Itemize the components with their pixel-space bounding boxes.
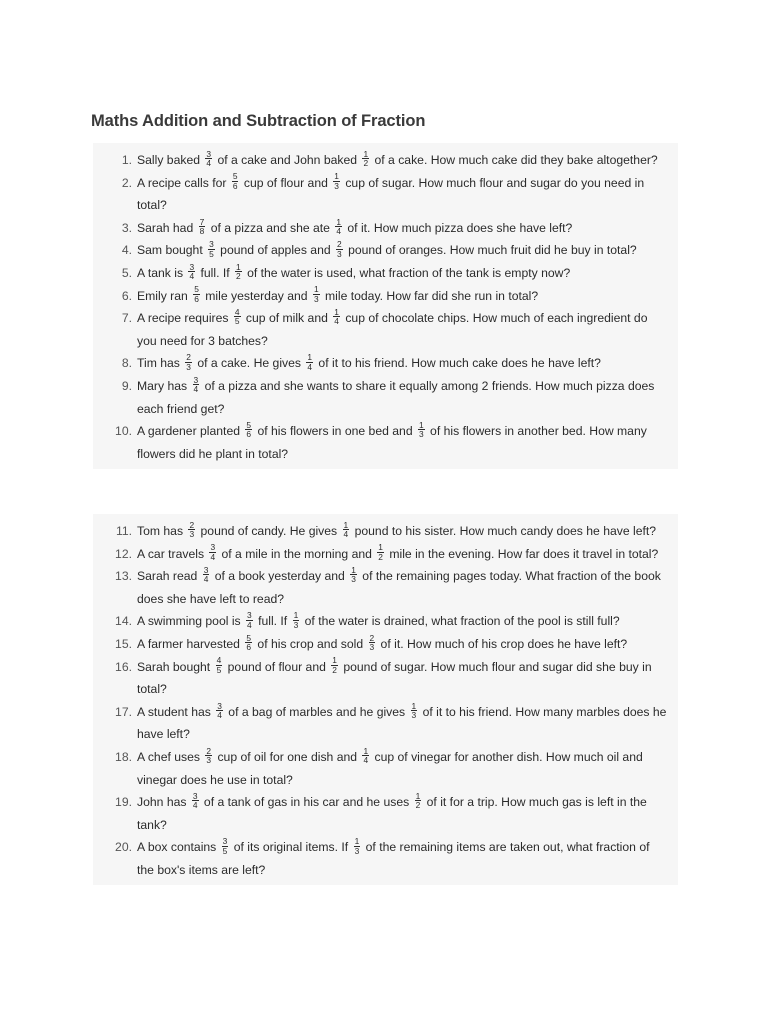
question-item (93, 565, 678, 610)
fraction-denominator: 4 (203, 574, 209, 585)
fraction (293, 611, 300, 629)
question-text-segment: of a pizza and she ate (207, 220, 334, 235)
fraction (333, 172, 340, 190)
fraction-numerator: 2 (186, 352, 191, 363)
question-item (93, 520, 678, 543)
fraction (415, 792, 422, 810)
question-text-segment: cup of sugar. How much flour and sugar do you need in (341, 175, 645, 190)
question-line (137, 520, 672, 543)
question-number: 10. (115, 424, 132, 439)
fraction-numerator: 3 (210, 542, 216, 553)
question-text-segment: of a pizza and she wants to share it equally among 2 friends. How much pizza does (201, 378, 655, 393)
question-text-segment: of a cake. How much cake did they bake altogether? (371, 153, 658, 167)
fraction-numerator: 7 (199, 216, 205, 227)
question-line (137, 375, 672, 398)
question-number: 7. (121, 311, 132, 326)
question-text (137, 262, 678, 285)
question-number: 14. (115, 614, 132, 629)
fraction-denominator: 5 (209, 248, 214, 259)
fraction (245, 421, 252, 439)
question-text (137, 565, 678, 610)
fraction-denominator: 6 (246, 429, 252, 440)
fraction-numerator: 5 (246, 420, 252, 430)
question-item (93, 633, 678, 656)
question-text (137, 791, 678, 836)
fraction (193, 285, 200, 303)
question-text (137, 149, 678, 172)
question-item (93, 172, 678, 217)
fraction-numerator: 3 (206, 148, 212, 159)
question-text-segment: mile in the evening. How far does it travel in total? (385, 546, 659, 561)
fraction-numerator: 1 (378, 542, 383, 553)
question-text-segment: flowers did he plant in total? (137, 446, 289, 461)
question-text-segment: pound of oranges. How much fruit did he buy in total? (344, 243, 637, 258)
question-text-segment: you need for 3 batches? (137, 333, 268, 348)
question-item (93, 239, 678, 262)
fraction (336, 240, 343, 258)
question-item (93, 375, 678, 420)
question-item (93, 352, 678, 375)
fraction-denominator: 6 (232, 180, 238, 191)
fraction (306, 353, 313, 371)
question-text-segment: of a tank of gas in his car and he uses (200, 795, 413, 810)
question-text-segment: Tim has (137, 356, 184, 371)
question-line (137, 656, 672, 679)
question-number: 18. (115, 749, 132, 764)
question-block-1 (93, 143, 678, 469)
question-line (137, 814, 672, 837)
fraction-denominator: 2 (363, 158, 369, 169)
fraction (235, 263, 242, 281)
question-line (137, 194, 672, 217)
question-text-segment: full. If (197, 265, 234, 280)
question-text-segment: of the remaining items are taken out, what fraction of (362, 840, 650, 855)
question-text-segment: A chef uses (137, 749, 204, 764)
fraction-numerator: 2 (189, 519, 195, 530)
question-text-segment: pound of candy. He gives (197, 524, 341, 538)
fraction-numerator: 1 (363, 745, 369, 756)
question-line (137, 746, 672, 769)
fraction-numerator: 1 (293, 610, 299, 621)
question-text-segment: of it. How much pizza does she have left? (344, 220, 573, 235)
fraction-denominator: 4 (206, 158, 212, 169)
fraction-denominator: 3 (411, 710, 417, 721)
question-text-segment: of the remaining pages today. What fraction of the book (358, 569, 661, 584)
question-number: 17. (115, 704, 132, 719)
question-line (137, 588, 672, 611)
fraction-denominator: 6 (246, 642, 252, 653)
question-item (93, 149, 678, 172)
question-line (137, 836, 672, 859)
question-text-segment: Tom has (137, 524, 187, 538)
question-text-segment: A tank is (137, 265, 187, 280)
fraction-numerator: 3 (247, 610, 252, 621)
question-text-segment: of a cake. He gives (193, 356, 305, 371)
fraction-numerator: 1 (419, 420, 424, 430)
question-text-segment: Sarah bought (137, 659, 214, 674)
fraction (335, 218, 342, 236)
fraction-denominator: 2 (378, 551, 383, 562)
question-text-segment: cup of vinegar for another dish. How much oil and (371, 749, 643, 764)
question-line (137, 398, 672, 421)
question-text-segment: of a cake and John baked (214, 153, 361, 167)
fraction-denominator: 4 (336, 226, 342, 237)
question-text-segment: of a mile in the morning and (218, 546, 376, 561)
question-text (137, 746, 678, 791)
question-item (93, 656, 678, 701)
fraction-numerator: 3 (217, 700, 222, 711)
fraction-denominator: 3 (293, 619, 299, 630)
fraction-numerator: 1 (307, 352, 313, 363)
fraction-numerator: 5 (232, 171, 238, 182)
fraction-denominator: 6 (194, 293, 199, 304)
fraction-denominator: 4 (192, 800, 198, 811)
fraction (193, 376, 200, 394)
question-line (137, 610, 672, 633)
question-text-segment: pound to his sister. How much candy does he have left? (351, 524, 657, 538)
question-text-segment: A car travels (137, 546, 208, 561)
fraction (208, 240, 215, 258)
fraction-denominator: 3 (369, 642, 375, 653)
question-text-segment: have left? (137, 727, 190, 742)
question-number: 15. (115, 636, 132, 651)
fraction-numerator: 1 (411, 700, 417, 711)
question-text-segment: Mary has (137, 378, 191, 393)
question-list (93, 143, 678, 465)
fraction-denominator: 4 (307, 361, 313, 372)
fraction (222, 837, 229, 855)
fraction-denominator: 4 (334, 316, 339, 327)
question-text-segment: of the water is drained, what fraction of the pool is still full? (301, 614, 620, 629)
fraction (350, 566, 357, 584)
question-item (93, 217, 678, 240)
question-text-segment: of a book yesterday and (211, 569, 349, 584)
question-number: 13. (115, 569, 132, 584)
fraction-numerator: 1 (334, 307, 339, 318)
fraction-numerator: 2 (337, 239, 342, 250)
question-line (137, 307, 672, 330)
question-line (137, 543, 672, 566)
fraction-denominator: 2 (332, 664, 337, 675)
fraction-numerator: 1 (343, 519, 349, 530)
question-text-segment: Sally baked (137, 153, 204, 167)
fraction (234, 308, 241, 326)
question-item (93, 701, 678, 746)
question-text (137, 633, 678, 656)
fraction-denominator: 4 (217, 710, 222, 721)
fraction-numerator: 3 (193, 374, 199, 385)
question-line (137, 443, 672, 466)
question-line (137, 285, 672, 308)
fraction-numerator: 1 (332, 655, 337, 666)
question-text-segment: cup of oil for one dish and (214, 749, 361, 764)
fraction (199, 218, 206, 236)
fraction-denominator: 4 (247, 619, 252, 630)
fraction-denominator: 3 (337, 248, 342, 259)
fraction-numerator: 1 (354, 836, 360, 847)
question-text-segment: A box contains (137, 840, 220, 855)
fraction-denominator: 3 (186, 361, 191, 372)
question-text-segment: of his flowers in another bed. How many (426, 424, 647, 439)
question-text-segment: Sarah read (137, 569, 201, 584)
question-text-segment: Sarah had (137, 220, 197, 235)
question-text-segment: of his crop and sold (254, 636, 367, 651)
fraction (246, 611, 253, 629)
fraction-denominator: 3 (334, 180, 339, 191)
question-number: 9. (121, 378, 132, 393)
fraction-denominator: 4 (210, 551, 216, 562)
question-line (137, 352, 672, 375)
fraction-denominator: 2 (415, 800, 421, 811)
fraction-numerator: 5 (246, 632, 252, 643)
fraction (418, 421, 425, 439)
question-text-segment: of his flowers in one bed and (254, 424, 416, 439)
fraction (216, 656, 223, 674)
fraction-numerator: 3 (222, 836, 228, 847)
question-text-segment: of its original items. If (230, 840, 352, 855)
fraction (192, 792, 199, 810)
question-line (137, 678, 672, 701)
fraction-numerator: 3 (209, 239, 214, 250)
question-text (137, 285, 678, 308)
question-text (137, 656, 678, 701)
question-text-segment: the box's items are left? (137, 862, 266, 877)
question-text (137, 543, 678, 566)
question-text-segment: full. If (254, 614, 291, 629)
question-text (137, 307, 678, 352)
fraction (354, 837, 361, 855)
question-line (137, 633, 672, 656)
fraction-numerator: 1 (336, 216, 342, 227)
question-item (93, 791, 678, 836)
fraction-numerator: 1 (313, 284, 319, 295)
question-number: 8. (121, 356, 132, 371)
fraction (377, 543, 384, 561)
fraction (313, 285, 320, 303)
fraction (333, 308, 340, 326)
question-line (137, 420, 672, 443)
question-text (137, 375, 678, 420)
fraction-denominator: 3 (206, 755, 212, 766)
fraction-denominator: 3 (419, 429, 424, 440)
question-list (93, 514, 678, 882)
question-text-segment: of it. How much of his crop does he have left? (377, 636, 628, 651)
fraction-numerator: 2 (206, 745, 212, 756)
fraction (216, 702, 223, 720)
question-text-segment: A recipe calls for (137, 175, 230, 190)
question-number: 2. (121, 175, 132, 190)
question-line (137, 701, 672, 724)
question-text (137, 836, 678, 881)
question-number: 11. (115, 524, 132, 538)
fraction-denominator: 2 (236, 271, 241, 282)
fraction-denominator: 4 (343, 529, 349, 540)
fraction (362, 747, 369, 765)
fraction (203, 566, 210, 584)
fraction (209, 543, 216, 561)
question-text-segment: cup of chocolate chips. How much of each ingredient do (341, 311, 648, 326)
question-number: 5. (121, 265, 132, 280)
question-text (137, 701, 678, 746)
fraction (331, 656, 338, 674)
question-text-segment: each friend get? (137, 401, 225, 416)
question-text (137, 520, 678, 543)
question-text-segment: cup of milk and (242, 311, 332, 326)
question-number: 1. (121, 153, 132, 167)
question-text-segment: pound of flour and (224, 659, 330, 674)
question-item (93, 543, 678, 566)
question-number: 6. (121, 288, 132, 303)
fraction-denominator: 3 (351, 574, 356, 585)
fraction-denominator: 5 (222, 845, 228, 856)
question-text-segment: A gardener planted (137, 424, 244, 439)
question-line (137, 172, 672, 195)
fraction-numerator: 3 (189, 261, 195, 272)
question-text-segment: A recipe requires (137, 311, 232, 326)
question-number: 4. (121, 243, 132, 258)
question-text (137, 172, 678, 217)
fraction-denominator: 4 (193, 384, 199, 395)
question-number: 12. (115, 546, 132, 561)
fraction (369, 634, 376, 652)
fraction-numerator: 5 (194, 284, 199, 295)
fraction (205, 747, 212, 765)
question-item (93, 610, 678, 633)
fraction-denominator: 4 (189, 271, 195, 282)
question-text-segment: of the water is used, what fraction of the tank is empty now? (243, 265, 571, 280)
question-text-segment: Sam bought (137, 243, 207, 258)
fraction-numerator: 1 (236, 261, 241, 272)
question-number: 16. (115, 659, 132, 674)
question-line (137, 149, 672, 172)
question-line (137, 330, 672, 353)
question-number: 20. (115, 840, 132, 855)
fraction-numerator: 1 (351, 565, 356, 576)
question-text-segment: mile today. How far did she run in total? (321, 288, 539, 303)
question-item (93, 262, 678, 285)
question-line (137, 769, 672, 792)
question-line (137, 239, 672, 262)
question-text-segment: total? (137, 682, 167, 697)
fraction-numerator: 3 (192, 791, 198, 801)
fraction-denominator: 3 (313, 293, 319, 304)
question-text-segment: tank? (137, 817, 167, 832)
question-text (137, 610, 678, 633)
question-text (137, 352, 678, 375)
fraction-numerator: 1 (334, 171, 339, 182)
fraction-denominator: 3 (189, 529, 195, 540)
fraction-denominator: 5 (234, 316, 240, 327)
question-text-segment: Emily ran (137, 288, 192, 303)
fraction-denominator: 5 (216, 664, 222, 675)
fraction (188, 521, 195, 539)
question-text-segment: cup of flour and (240, 175, 332, 190)
question-text-segment: of it for a trip. How much gas is left in the (423, 795, 647, 810)
question-item (93, 285, 678, 308)
fraction (185, 353, 192, 371)
question-text (137, 420, 678, 465)
fraction (343, 521, 350, 539)
question-number: 3. (121, 220, 132, 235)
fraction (205, 150, 212, 168)
fraction (362, 150, 369, 168)
question-text-segment: A swimming pool is (137, 614, 245, 629)
question-text-segment: pound of apples and (216, 243, 335, 258)
question-text (137, 217, 678, 240)
fraction-numerator: 1 (363, 148, 369, 159)
fraction-denominator: 4 (363, 755, 369, 766)
fraction-denominator: 8 (199, 226, 205, 237)
fraction (245, 634, 252, 652)
question-line (137, 565, 672, 588)
question-text-segment: pound of sugar. How much flour and sugar did she buy in (339, 659, 652, 674)
question-text-segment: John has (137, 795, 190, 810)
question-line (137, 723, 672, 746)
question-block-2 (93, 514, 678, 885)
question-item (93, 836, 678, 881)
question-item (93, 746, 678, 791)
question-number: 19. (115, 795, 132, 810)
fraction-numerator: 4 (216, 655, 222, 666)
question-text-segment: A farmer harvested (137, 636, 244, 651)
question-text (137, 239, 678, 262)
question-text-segment: vinegar does he use in total? (137, 772, 293, 787)
question-text-segment: of it to his friend. How much cake does he have left? (315, 356, 601, 371)
question-line (137, 859, 672, 882)
fraction-numerator: 3 (203, 565, 209, 576)
fraction (188, 263, 195, 281)
question-item (93, 420, 678, 465)
question-line (137, 791, 672, 814)
fraction-numerator: 4 (234, 307, 240, 318)
question-text-segment: of a bag of marbles and he gives (224, 704, 409, 719)
page-title: Maths Addition and Subtraction of Fraction (91, 112, 426, 130)
question-item (93, 307, 678, 352)
fraction-numerator: 2 (369, 632, 375, 643)
question-text-segment: of it to his friend. How many marbles does he (419, 704, 667, 719)
question-text-segment: A student has (137, 704, 215, 719)
question-text-segment: does she have left to read? (137, 591, 285, 606)
question-line (137, 262, 672, 285)
fraction-denominator: 3 (354, 845, 360, 856)
fraction (411, 702, 418, 720)
question-text-segment: total? (137, 198, 167, 213)
fraction-numerator: 1 (415, 791, 421, 801)
question-text-segment: mile yesterday and (201, 288, 311, 303)
fraction (232, 172, 239, 190)
question-line (137, 217, 672, 240)
